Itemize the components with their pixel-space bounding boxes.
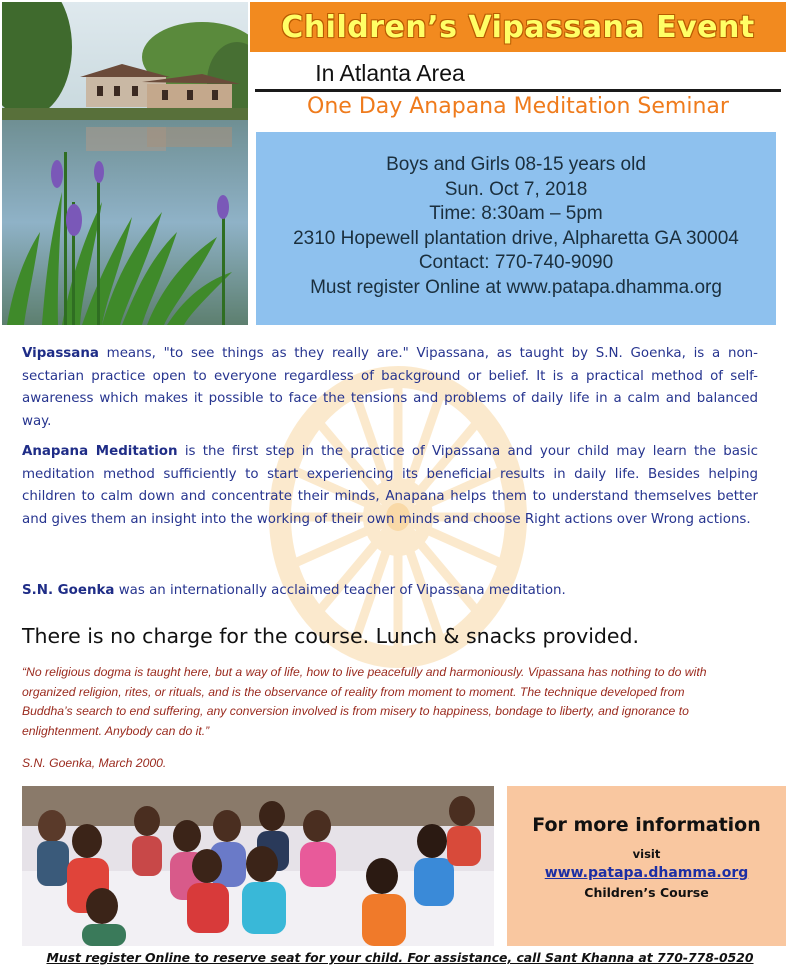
goenka-term: S.N. Goenka [22,583,115,598]
event-title: Children’s Vipassana Event [281,9,755,45]
goenka-paragraph [22,580,758,603]
goenka-quote: “No religious dogma is taught here, but a way of life, how to live peacefully and harmoniously. Vipassana has nothing to do with organized religion, rites, or rituals, and is the observance of reality from moment to moment. The technique developed from Buddha’s search to end suffering, any conversion involved is from misery to happiness, bondage to liberty, and ignorance to enlightenment. Anybody can do it.” [22,665,707,738]
children-meditating-photo [22,786,494,946]
pond-house-photo [2,2,248,325]
anapana-term: Anapana Meditation [22,444,178,459]
anapana-description: is the first step in the practice of Vipassana and your child may learn the basic meditation method sufficiently to start experiencing its beneficial results in daily life. Besides helping children to calm down and concentrate their minds, Anapana helps them to understand themselves better and gives them an insight into the working of their own minds and choose Right actions over Wrong actions. [22,444,758,527]
event-time: Time: 8:30am – 5pm [429,203,603,225]
age-range: Boys and Girls 08-15 years old [386,154,646,175]
more-info-box [507,786,786,946]
location-subtitle: In Atlanta Area [315,60,465,86]
seminar-title: One Day Anapana Meditation Seminar [307,94,729,119]
course-label: Children’s Course [584,885,709,900]
info-title: For more information [532,814,761,836]
vipassana-term: Vipassana [22,346,99,361]
quote-attribution: S.N. Goenka, March 2000. [22,756,167,770]
no-charge-notice: There is no charge for the course. Lunch & snacks provided. [22,624,640,648]
event-address: 2310 Hopewell plantation drive, Alpharetta GA 30004 [293,227,739,249]
event-title-banner [250,2,786,52]
event-date: Sun. Oct 7, 2018 [444,178,588,200]
contact-phone: Contact: 770-740-9090 [418,252,614,274]
website-link[interactable]: www.patapa.dhamma.org [544,865,749,881]
footer-registration-note: Must register Online to reserve seat for your child. For assistance, call Sant Khanna at 770-778-0520 [46,950,754,965]
goenka-description: was an internationally acclaimed teacher of Vipassana meditation. [114,583,566,598]
register-online: Must register Online at www.patapa.dhamma.org [310,276,722,298]
info-visit-label: visit [632,847,661,861]
vipassana-paragraph [22,343,758,433]
event-details-box [256,132,776,325]
anapana-paragraph [22,441,758,531]
vipassana-description: means, "to see things as they really are." Vipassana, as taught by S.N. Goenka, is a non-sectarian practice open to everyone regardless of background or belief. It is a practical method of self-awareness which makes it possible to face the tensions and problems of daily life in a calm and balanced way. [22,346,758,429]
subtitle-divider [255,89,781,92]
